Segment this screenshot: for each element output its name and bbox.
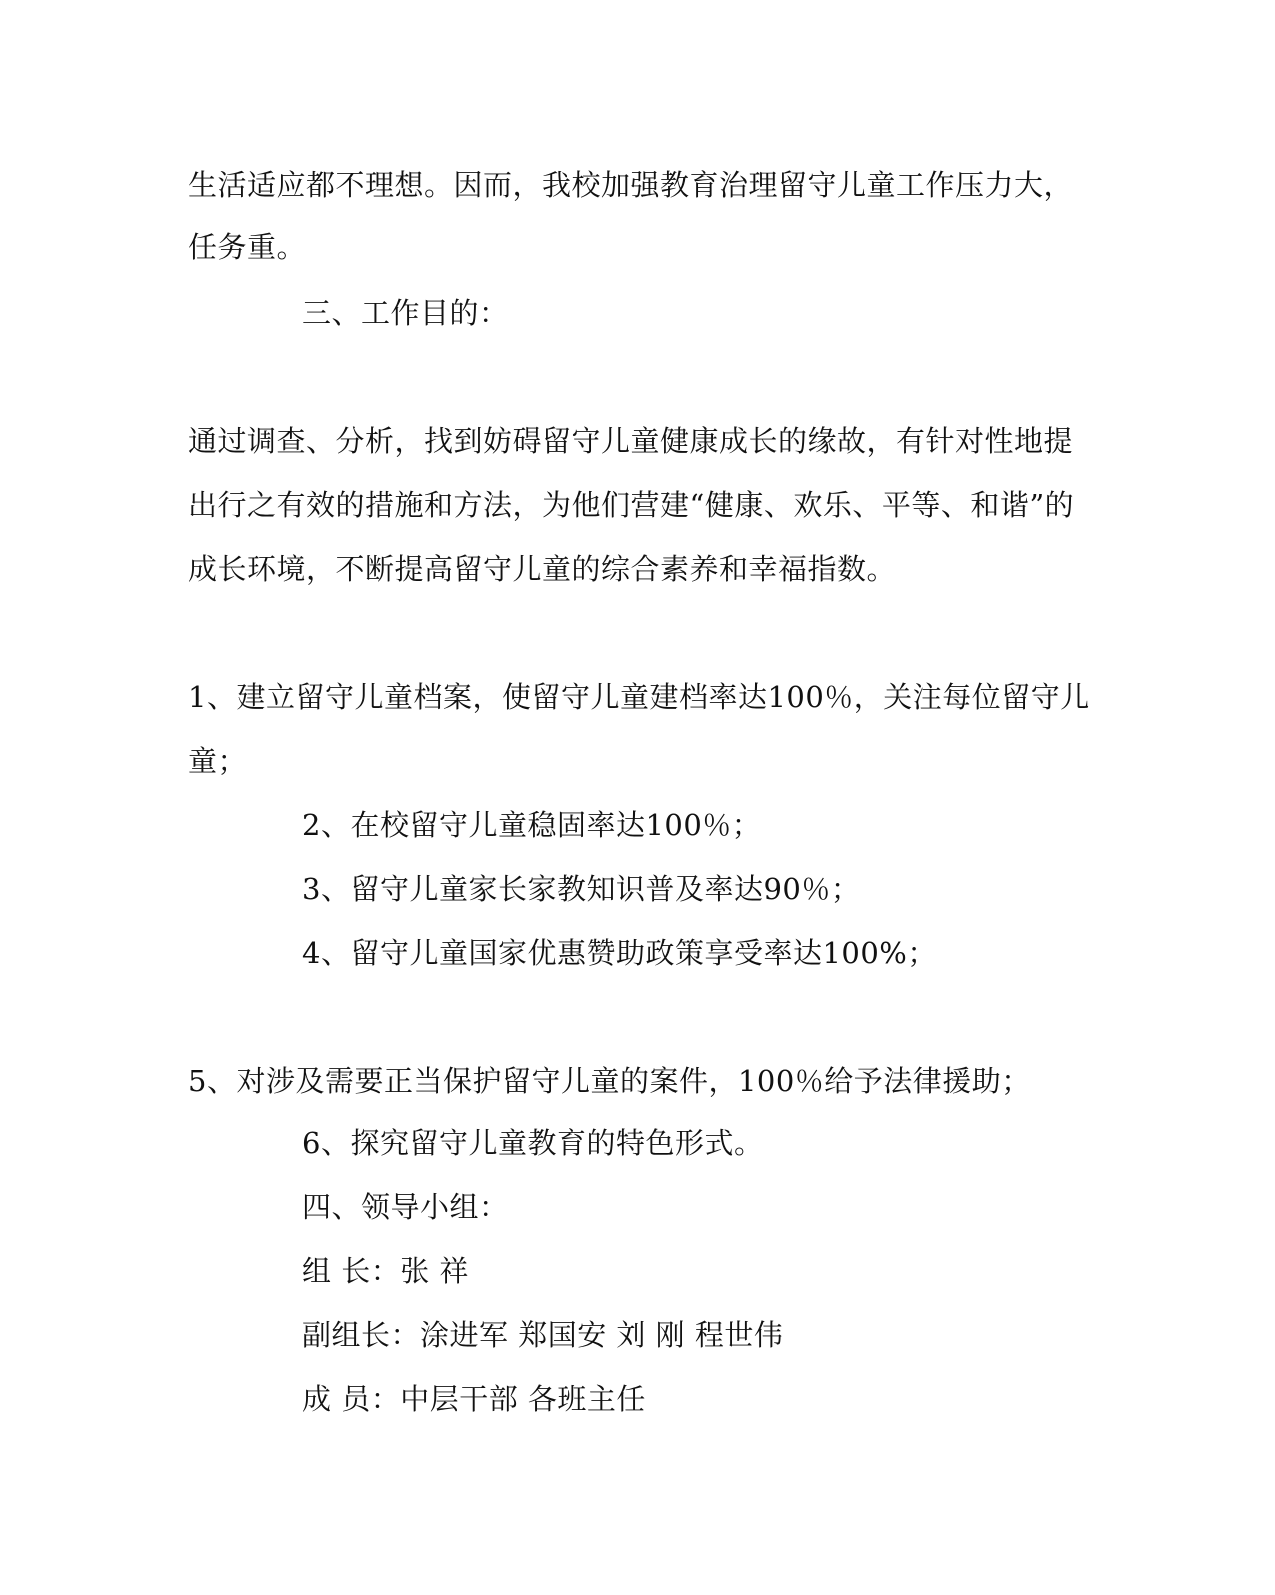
- paragraph-line: 成长环境，不断提高留守儿童的综合素养和幸福指数。: [188, 552, 897, 586]
- list-item: 4、留守儿童国家优惠赞助政策享受率达100%；: [302, 936, 937, 970]
- list-item: 3、留守儿童家长家教知识普及率达90％；: [302, 872, 861, 906]
- section-heading: 四、领导小组：: [302, 1190, 509, 1224]
- list-item: 2、在校留守儿童稳固率达100％；: [302, 808, 762, 842]
- leader-line: 组 长：张 祥: [302, 1254, 469, 1288]
- list-item: 1、建立留守儿童档案，使留守儿童建档率达100％，关注每位留守儿: [188, 680, 1090, 714]
- list-item: 5、对涉及需要正当保护留守儿童的案件，100％给予法律援助；: [188, 1064, 1031, 1098]
- deputy-leader-line: 副组长：涂进军 郑国安 刘 刚 程世伟: [302, 1318, 784, 1352]
- paragraph-line: 通过调查、分析，找到妨碍留守儿童健康成长的缘故，有针对性地提: [188, 424, 1074, 458]
- paragraph-line: 任务重。: [188, 230, 307, 264]
- list-item: 6、探究留守儿童教育的特色形式。: [302, 1126, 764, 1160]
- paragraph-line: 生活适应都不理想。因而，我校加强教育治理留守儿童工作压力大，: [188, 168, 1074, 202]
- paragraph-line: 出行之有效的措施和方法，为他们营建“健康、欢乐、平等、和谐”的: [188, 488, 1075, 522]
- section-heading: 三、工作目的：: [302, 296, 509, 330]
- list-item: 童；: [188, 744, 248, 778]
- members-line: 成 员：中层干部 各班主任: [302, 1382, 646, 1416]
